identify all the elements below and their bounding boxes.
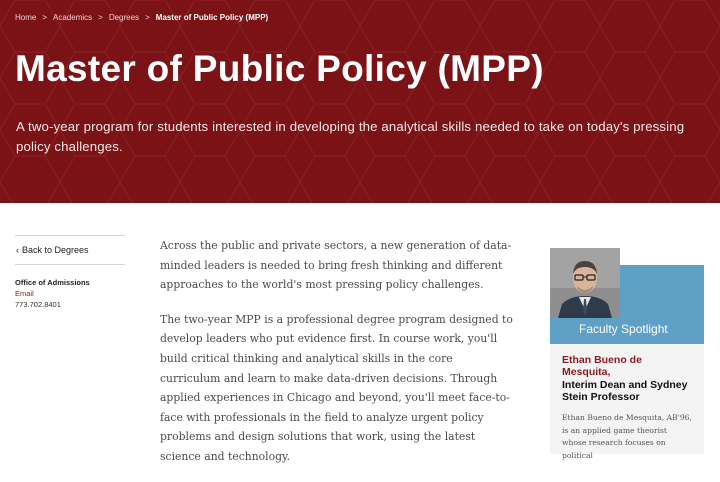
admissions-contact xyxy=(15,277,125,310)
faculty-role: Interim Dean and Sydney Stein Professor xyxy=(562,379,688,403)
breadcrumb-academics[interactable]: Academics xyxy=(53,13,93,22)
breadcrumb-current: Master of Public Policy (MPP) xyxy=(155,13,269,22)
divider xyxy=(15,264,125,265)
breadcrumb-separator: > xyxy=(145,13,150,22)
office-title: Office of Admissions xyxy=(15,278,90,287)
intro-paragraph: Across the public and private sectors, a new generation of data-minded leaders is needed to bring fresh thinking and different approaches to the world's most pressing policy challenges. xyxy=(160,239,512,292)
faculty-spotlight-card[interactable] xyxy=(550,248,704,460)
spotlight-label: Faculty Spotlight xyxy=(579,322,668,336)
spotlight-body xyxy=(550,344,704,460)
hero-hex-pattern xyxy=(0,0,720,203)
hero-banner xyxy=(0,0,720,203)
faculty-name[interactable]: Ethan Bueno de Mesquita, xyxy=(562,354,642,378)
left-sidebar xyxy=(15,235,125,310)
phone-number: 773.702.8401 xyxy=(15,300,61,309)
breadcrumb xyxy=(15,13,268,22)
main-content xyxy=(160,236,515,482)
back-to-degrees-link[interactable] xyxy=(15,236,125,264)
back-link-label: Back to Degrees xyxy=(22,245,89,255)
email-link[interactable]: Email xyxy=(15,289,34,298)
page-title: Master of Public Policy (MPP) xyxy=(15,48,544,89)
program-paragraph: The two-year MPP is a professional degree program designed to develop leaders who put evidence first. In course work, you'll build critical thinking and analytical skills in the core curriculum and learn to make data-driven decisions. Through applied experiences in Chicago and beyond, you'll meet face-to-face with professionals in the field to analyze urgent policy problems and design solutions that work, using the latest science and technology. xyxy=(160,312,513,463)
page-subtitle: A two-year program for students interested in developing the analytical skills needed to take on today's pressing policy challenges. xyxy=(16,119,685,154)
breadcrumb-separator: > xyxy=(42,13,48,22)
faculty-photo xyxy=(550,248,620,318)
breadcrumb-separator: > xyxy=(98,13,103,22)
spotlight-header xyxy=(550,248,704,344)
faculty-bio: Ethan Bueno de Mesquita, AB'96, is an applied game theorist whose research focuses on political xyxy=(562,413,692,460)
chevron-left-icon: ‹ xyxy=(16,245,19,255)
breadcrumb-home[interactable]: Home xyxy=(15,13,37,22)
breadcrumb-degrees[interactable]: Degrees xyxy=(108,13,140,22)
